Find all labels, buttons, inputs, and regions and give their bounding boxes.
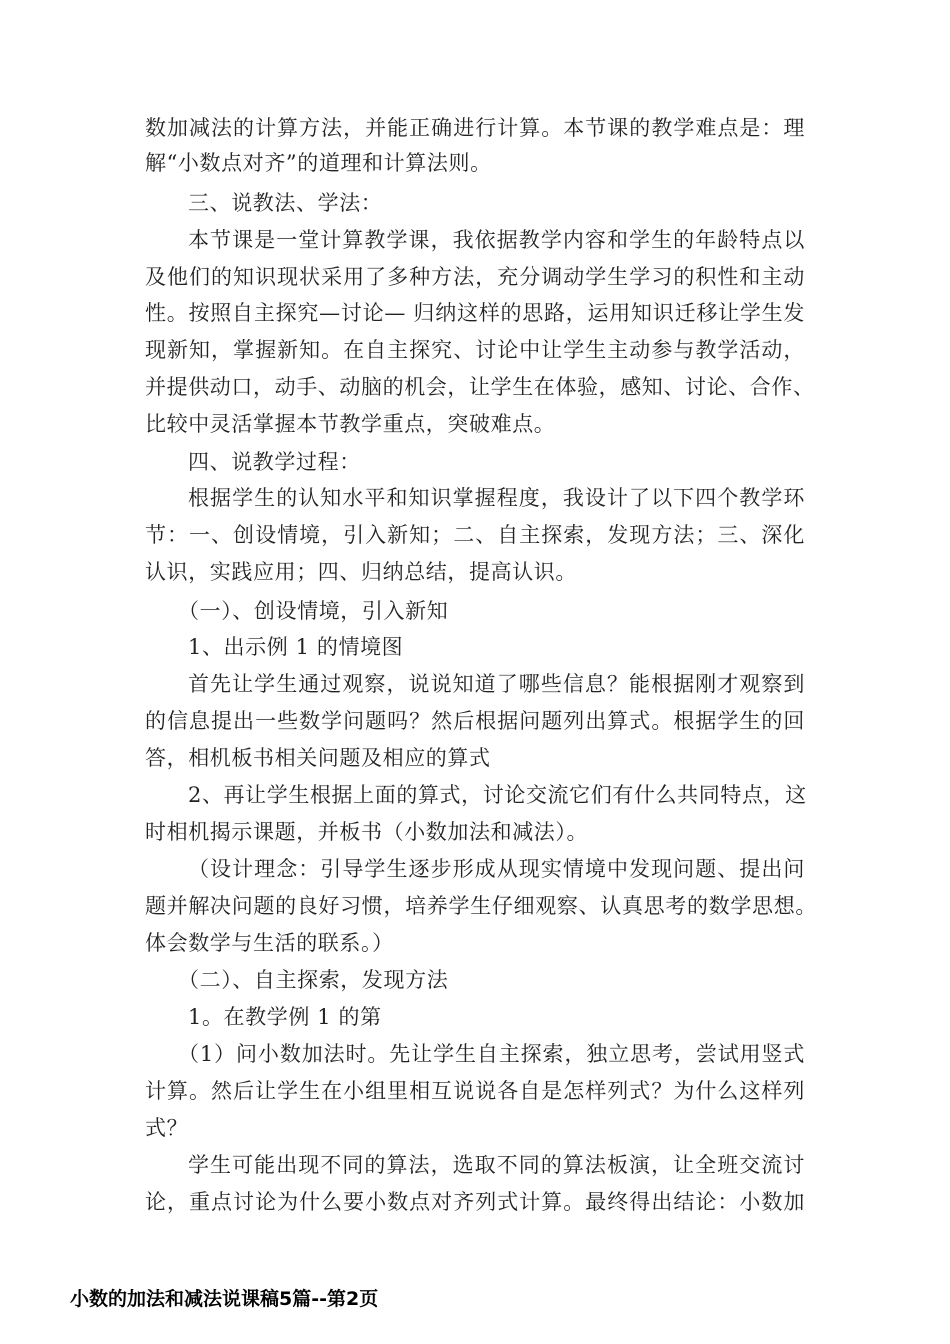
paragraph-line: 本节课是一堂计算教学课，我依据教学内容和学生的年龄特点以 [188, 228, 805, 252]
paragraph-line: 论，重点讨论为什么要小数点对齐列式计算。最终得出结论：小数加 [145, 1190, 805, 1214]
paragraph-line: 题并解决问题的良好习惯，培养学生仔细观察、认真思考的数学思想。 [145, 894, 817, 918]
section-heading: 三、说教法、学法： [188, 191, 383, 215]
subsection-heading: （一）、创设情境，引入新知 [178, 599, 449, 623]
paragraph-line: 解“小数点对齐”的道理和计算法则。 [145, 151, 492, 175]
section-heading: 四、说教学过程： [188, 450, 361, 474]
paragraph-line: 时相机揭示课题，并板书（小数加法和减法）。 [145, 820, 589, 844]
paragraph-line: 及他们的知识现状采用了多种方法，充分调动学生学习的积性和主动 [145, 265, 805, 289]
paragraph-line: 根据学生的认知水平和知识掌握程度，我设计了以下四个教学环 [188, 486, 805, 510]
paragraph-line: 答，相机板书相关问题及相应的算式 [145, 746, 491, 770]
paragraph-line: 认识，实践应用；四、归纳总结，提高认识。 [145, 560, 577, 584]
paragraph-line: 数加减法的计算方法，并能正确进行计算。本节课的教学难点是：理 [145, 116, 805, 140]
paragraph-line: 式？ [145, 1116, 189, 1140]
paragraph-line: 比较中灵活掌握本节教学重点，突破难点。 [145, 412, 556, 436]
paragraph-line: 节：一、创设情境，引入新知；二、自主探索，发现方法；三、深化 [145, 523, 805, 547]
paragraph-line: 体会数学与生活的联系。） [145, 931, 394, 955]
list-item: 1。在教学例 1 的第 [188, 1005, 382, 1029]
subsection-heading: （二）、自主探索，发现方法 [178, 968, 449, 992]
paragraph-line: 性。按照自主探究—讨论— 归纳这样的思路，运用知识迁移让学生发 [145, 301, 805, 325]
paragraph-line: （1）问小数加法时。先让学生自主探索，独立思考，尝试用竖式 [178, 1042, 805, 1066]
paragraph-line: 并提供动口，动手、动脑的机会，让学生在体验，感知、讨论、合作、 [145, 375, 815, 399]
paragraph-line: （设计理念：引导学生逐步形成从现实情境中发现问题、提出问 [188, 857, 805, 881]
paragraph-line: 现新知，掌握新知。在自主探究、讨论中让学生主动参与教学活动， [145, 338, 805, 362]
paragraph-line: 首先让学生通过观察，说说知道了哪些信息？能根据刚才观察到 [188, 672, 805, 696]
paragraph-line: 学生可能出现不同的算法，选取不同的算法板演，让全班交流讨 [188, 1153, 805, 1177]
paragraph-line: 计算。然后让学生在小组里相互说说各自是怎样列式？为什么这样列 [145, 1079, 805, 1103]
paragraph-line: 的信息提出一些数学问题吗？然后根据问题列出算式。根据学生的回 [145, 709, 805, 733]
list-item: 1、出示例 1 的情境图 [188, 635, 404, 659]
page-footer: 小数的加法和减法说课稿5篇--第2页 [70, 1288, 379, 1310]
paragraph-line: 2、再让学生根据上面的算式，讨论交流它们有什么共同特点，这 [188, 783, 807, 807]
